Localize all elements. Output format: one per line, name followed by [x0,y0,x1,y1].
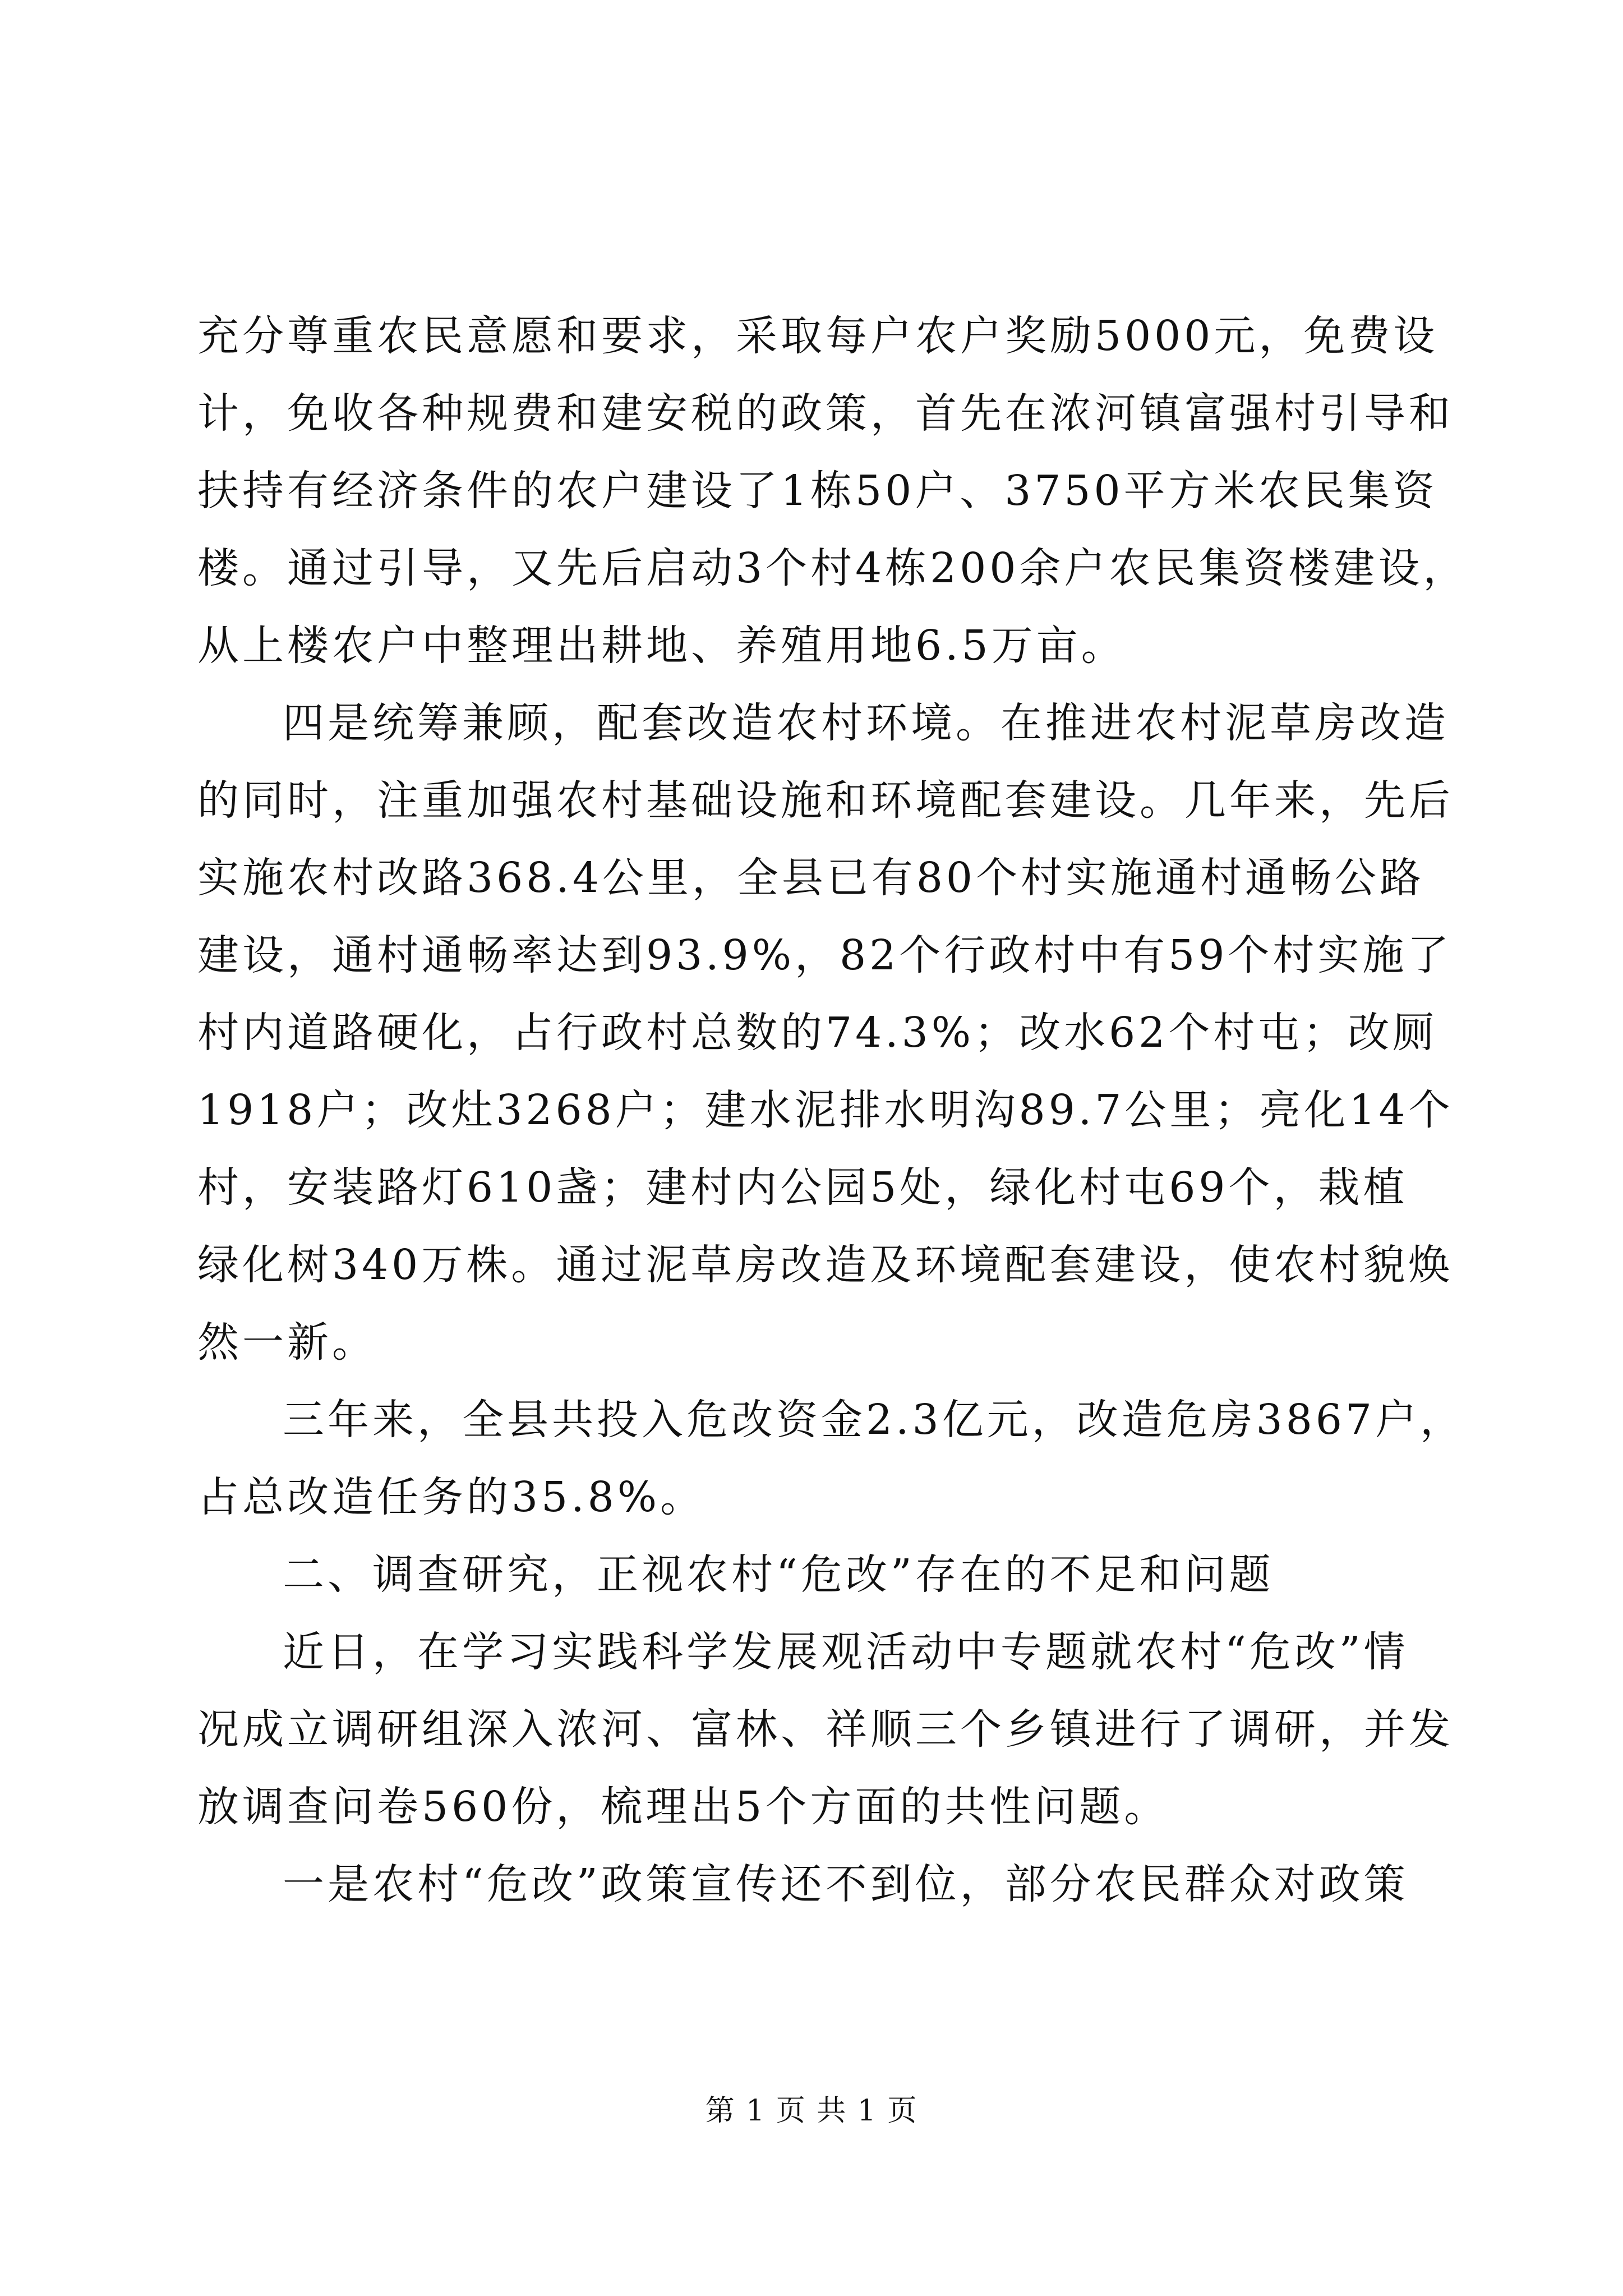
paragraph-start-line: 近日，在学习实践科学发展观活动中专题就农村“危改”情 [283,1628,1409,1676]
text-line: 计，免收各种规费和建安税的政策，首先在浓河镇富强村引导和 [197,389,1454,438]
text-line: 然一新。 [197,1318,377,1366]
text-line: 实施农村改路368.4公里，全县已有80个村实施通村通畅公路 [197,854,1425,902]
text-line: 扶持有经济条件的农户建设了1栋50户、3750平方米农民集资 [197,467,1438,515]
document-body [197,297,1468,1923]
text-line: 村内道路硬化，占行政村总数的74.3%；改水62个村屯；改厕 [197,1009,1438,1057]
paragraph-start-line: 四是统筹兼顾，配套改造农村环境。在推进农村泥草房改造 [283,699,1449,747]
text-line: 充分尊重农民意愿和要求，采取每户农户奖励5000元，免费设 [197,312,1438,360]
text-line: 况成立调研组深入浓河、富林、祥顺三个乡镇进行了调研，并发 [197,1705,1454,1754]
text-line: 楼。通过引导，又先后启动3个村4栋200余户农民集资楼建设， [197,544,1468,592]
text-line: 放调查问卷560份，梳理出5个方面的共性问题。 [197,1783,1169,1831]
text-line: 建设，通村通畅率达到93.9%，82个行政村中有59个村实施了 [197,931,1453,979]
page-number-footer: 第 1 页 共 1 页 [705,2094,918,2128]
text-line: 绿化树340万株。通过泥草房改造及环境配套建设，使农村貌焕 [197,1241,1454,1289]
text-line: 占总改造任务的35.8%。 [197,1473,706,1521]
paragraph-start-line: 一是农村“危改”政策宣传还不到位，部分农民群众对政策 [283,1860,1409,1908]
text-line: 村，安装路灯610盏；建村内公园5处，绿化村屯69个，栽植 [197,1163,1408,1212]
paragraph-start-line: 三年来，全县共投入危改资金2.3亿元，改造危房3867户， [283,1396,1465,1444]
text-line: 从上楼农户中整理出耕地、养殖用地6.5万亩。 [197,622,1126,670]
text-line: 1918户；改灶3268户；建水泥排水明沟89.7公里；亮化14个 [197,1086,1454,1134]
text-line: 的同时，注重加强农村基础设施和环境配套建设。几年来，先后 [197,776,1454,825]
section-heading: 二、调查研究，正视农村“危改”存在的不足和问题 [283,1550,1274,1599]
